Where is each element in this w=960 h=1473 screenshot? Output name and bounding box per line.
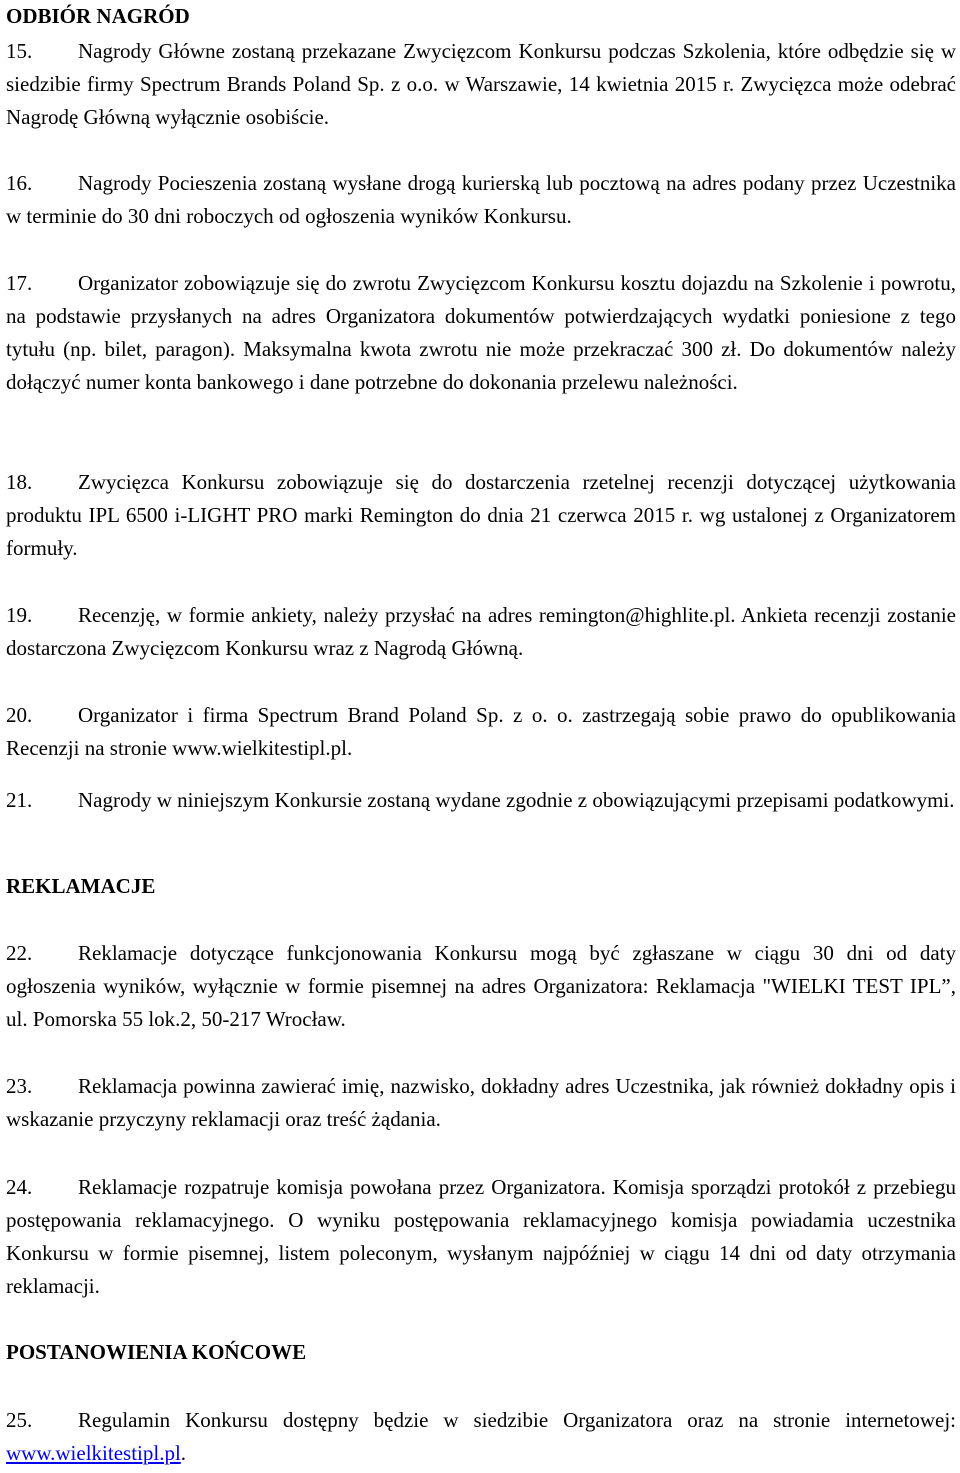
paragraph-text: Nagrody Główne zostaną przekazane Zwycięzcom Konkursu podczas Szkolenia, które odbędzie się w siedzibie firmy Spectrum Brands Poland Sp. z o.o. w Warszawie, 14 kwietnia 2015 r. Zwycięzca może odebrać Nagrodę Główną wyłącznie osobiście. bbox=[6, 39, 956, 129]
paragraph-21 bbox=[6, 784, 956, 817]
section-heading-postanowienia-koncowe: POSTANOWIENIA KOŃCOWE bbox=[6, 1340, 307, 1364]
paragraph-number: 16. bbox=[6, 171, 33, 195]
paragraph-number: 23. bbox=[6, 1074, 33, 1098]
paragraph-18 bbox=[6, 466, 956, 565]
paragraph-17 bbox=[6, 267, 956, 399]
paragraph-24 bbox=[6, 1171, 956, 1303]
paragraph-number: 18. bbox=[6, 470, 33, 494]
paragraph-text: Organizator i firma Spectrum Brand Poland Sp. z o. o. zastrzegają sobie prawo do opublikowania Recenzji na stronie www.wielkitestipl.pl. bbox=[6, 703, 956, 760]
website-link[interactable]: www.wielkitestipl.pl bbox=[6, 1441, 181, 1465]
paragraph-20 bbox=[6, 699, 956, 765]
paragraph-22 bbox=[6, 937, 956, 1036]
paragraph-number: 22. bbox=[6, 941, 33, 965]
paragraph-number: 25. bbox=[6, 1408, 33, 1432]
paragraph-23 bbox=[6, 1070, 956, 1136]
paragraph-number: 21. bbox=[6, 788, 33, 812]
paragraph-25 bbox=[6, 1404, 956, 1470]
paragraph-text: Recenzję, w formie ankiety, należy przysłać na adres remington@highlite.pl. Ankieta recenzji zostanie dostarczona Zwycięzcom Konkursu wraz z Nagrodą Główną. bbox=[6, 603, 956, 660]
paragraph-text: Nagrody Pocieszenia zostaną wysłane drogą kurierską lub pocztową na adres podany przez Uczestnika w terminie do 30 dni roboczych od ogłoszenia wyników Konkursu. bbox=[6, 171, 956, 228]
paragraph-number: 20. bbox=[6, 703, 33, 727]
section-heading-odbior-nagrod: ODBIÓR NAGRÓD bbox=[6, 4, 190, 28]
paragraph-number: 15. bbox=[6, 39, 33, 63]
paragraph-number: 24. bbox=[6, 1175, 33, 1199]
paragraph-text: Nagrody w niniejszym Konkursie zostaną wydane zgodnie z obowiązującymi przepisami podatkowymi. bbox=[78, 788, 955, 812]
paragraph-text: Regulamin Konkursu dostępny będzie w siedzibie Organizatora oraz na stronie internetowej: bbox=[78, 1408, 956, 1432]
paragraph-trailing-period: . bbox=[180, 1441, 187, 1465]
paragraph-text: Reklamacja powinna zawierać imię, nazwisko, dokładny adres Uczestnika, jak również dokładny opis i wskazanie przyczyny reklamacji oraz treść żądania. bbox=[6, 1074, 956, 1131]
paragraph-15 bbox=[6, 35, 956, 134]
paragraph-text: Reklamacje dotyczące funkcjonowania Konkursu mogą być zgłaszane w ciągu 30 dni od daty ogłoszenia wyników, wyłącznie w formie pisemnej na adres Organizatora: Reklamacja "WIELKI TEST IPL”, ul. Pomorska 55 lok.2, 50-217 Wrocław. bbox=[6, 941, 956, 1031]
paragraph-number: 19. bbox=[6, 603, 33, 627]
section-heading-reklamacje: REKLAMACJE bbox=[6, 874, 156, 898]
paragraph-number: 17. bbox=[6, 271, 33, 295]
paragraph-16 bbox=[6, 167, 956, 233]
paragraph-19 bbox=[6, 599, 956, 665]
paragraph-text: Organizator zobowiązuje się do zwrotu Zwycięzcom Konkursu kosztu dojazdu na Szkolenie i powrotu, na podstawie przysłanych na adres Organizatora dokumentów potwierdzających wydatki poniesione z tego tytułu (np. bilet, paragon). Maksymalna kwota zwrotu nie może przekraczać 300 zł. Do dokumentów należy dołączyć numer konta bankowego i dane potrzebne do dokonania przelewu należności. bbox=[6, 271, 956, 394]
paragraph-text: Reklamacje rozpatruje komisja powołana przez Organizatora. Komisja sporządzi protokół z przebiegu postępowania reklamacyjnego. O wyniku postępowania reklamacyjnego komisja powiadamia uczestnika Konkursu w formie pisemnej, listem poleconym, wysłanym najpóźniej w ciągu 14 dni od daty otrzymania reklamacji. bbox=[6, 1175, 956, 1298]
paragraph-text: Zwycięzca Konkursu zobowiązuje się do dostarczenia rzetelnej recenzji dotyczącej użytkowania produktu IPL 6500 i-LIGHT PRO marki Remington do dnia 21 czerwca 2015 r. wg ustalonej z Organizatorem formuły. bbox=[6, 470, 956, 560]
